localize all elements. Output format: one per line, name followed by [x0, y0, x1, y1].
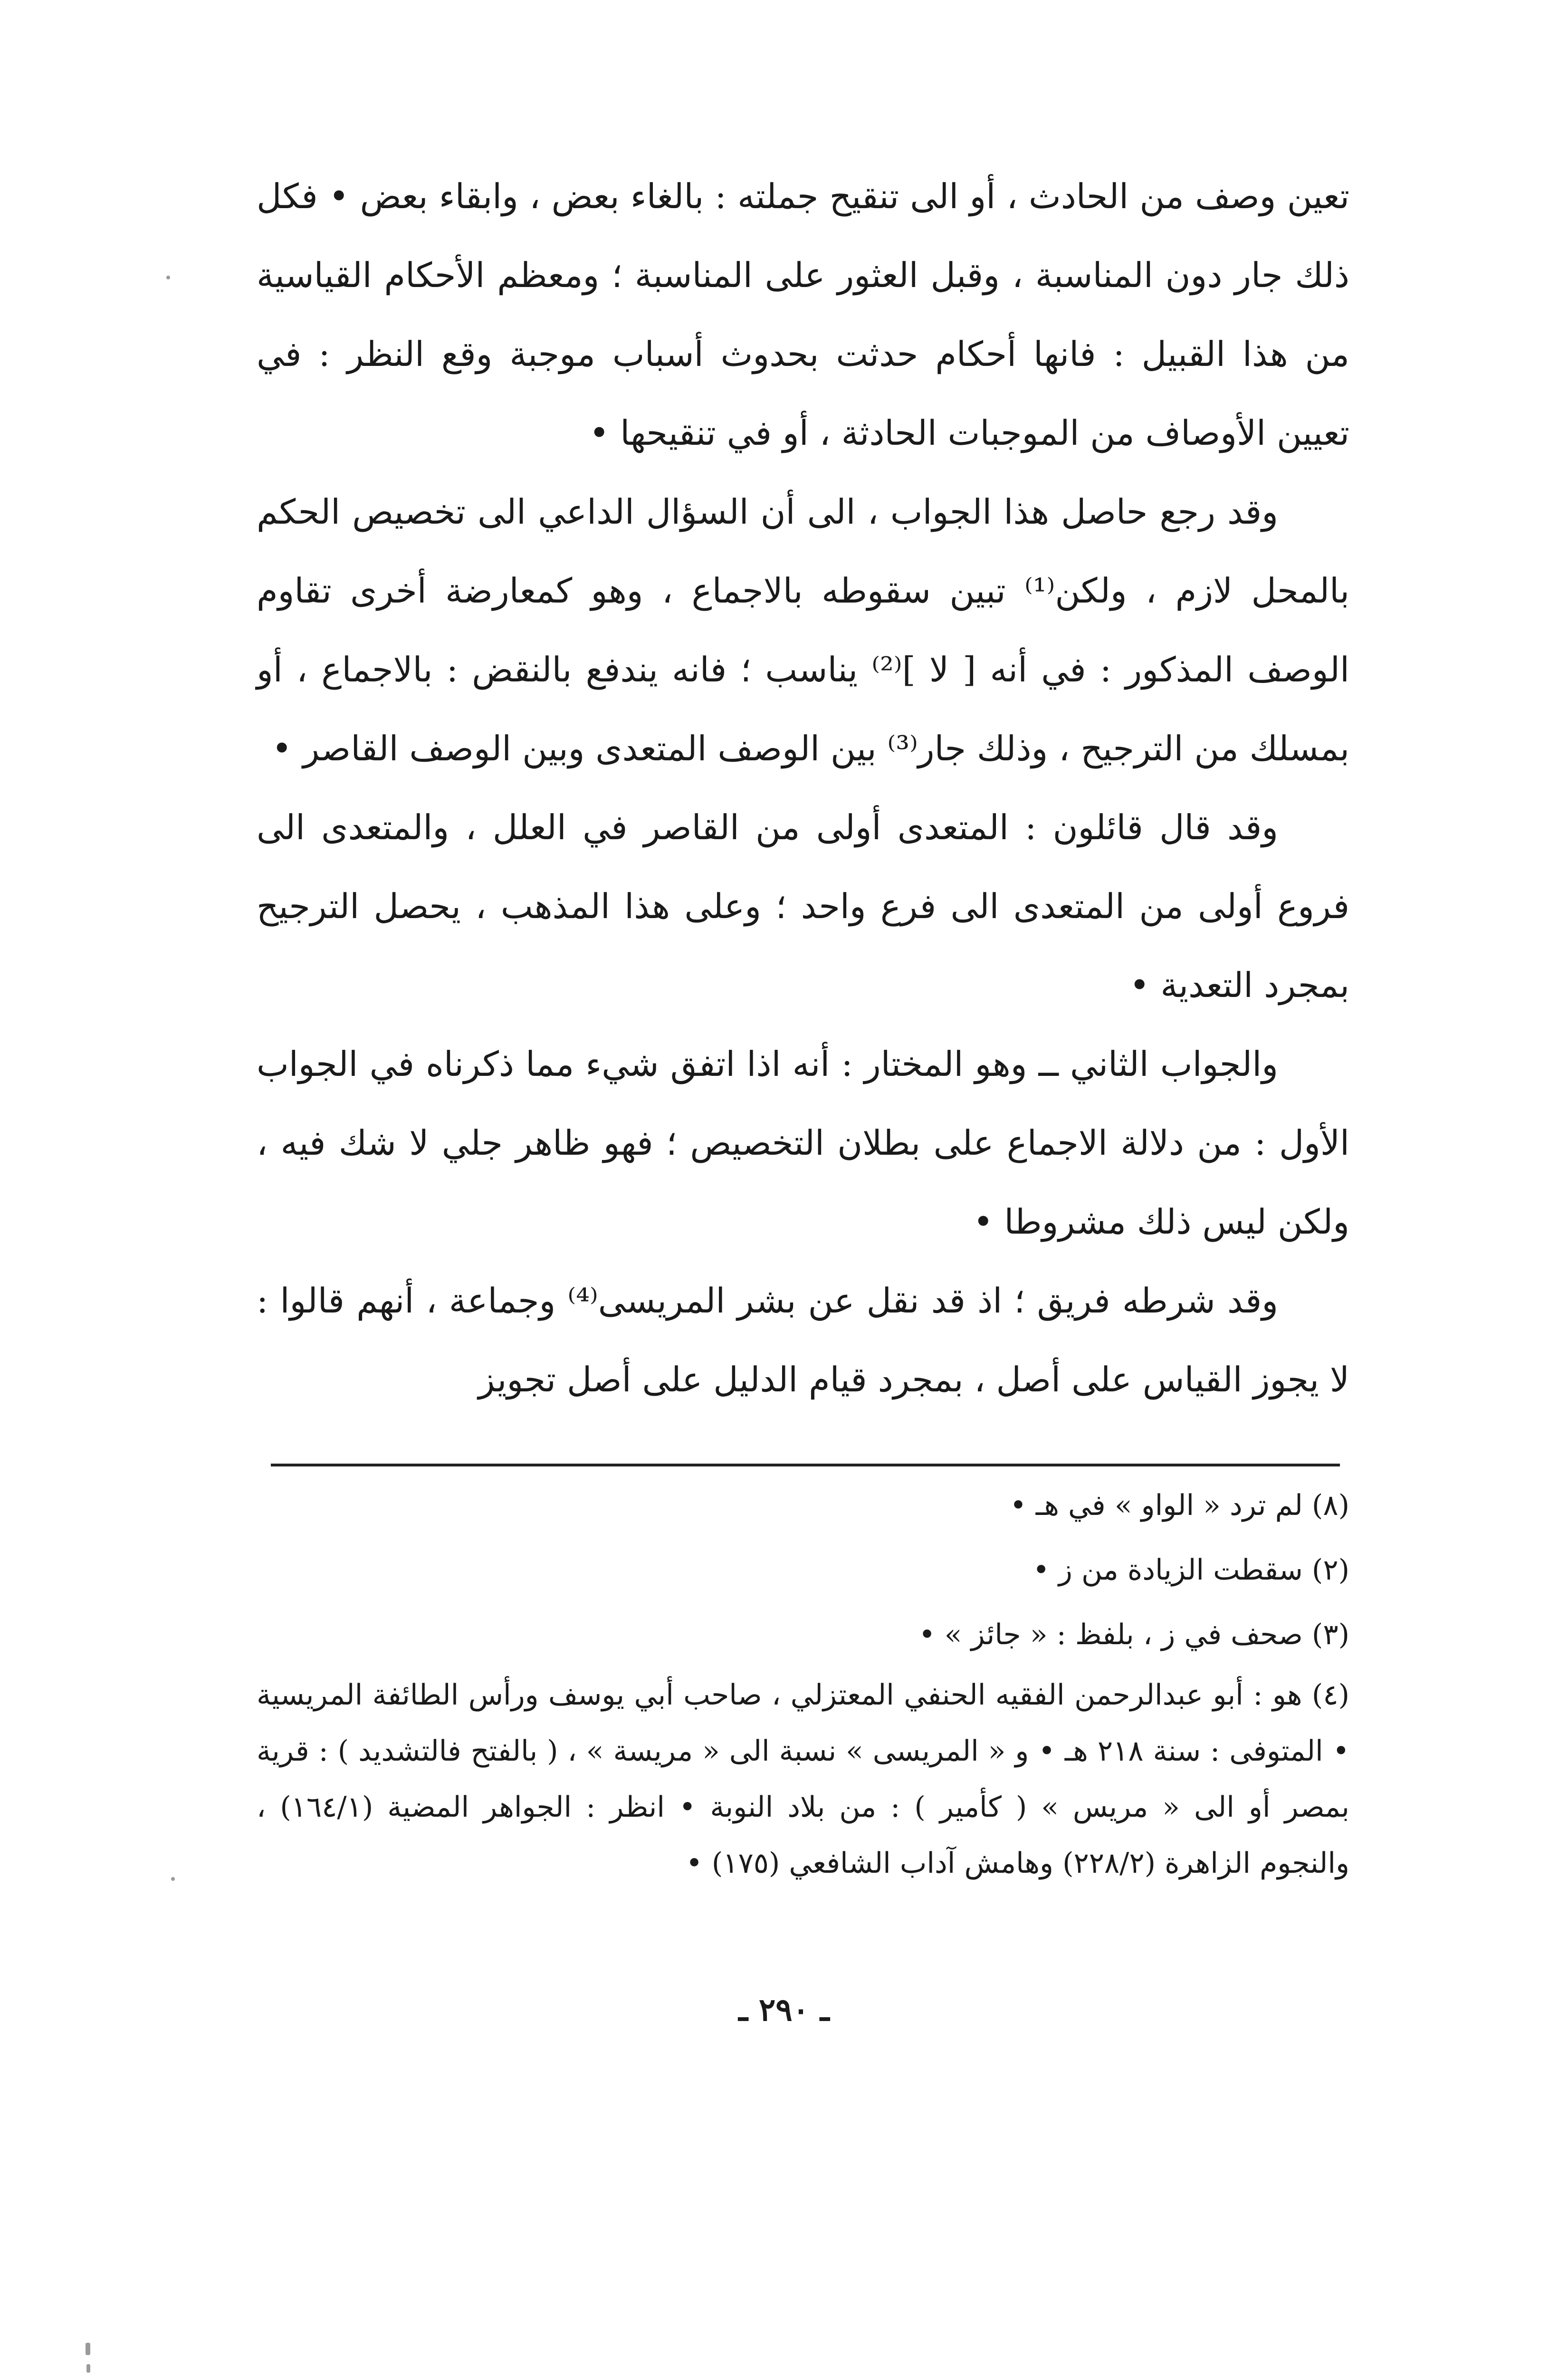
scan-speck	[166, 276, 170, 279]
footnote-3: (٣) صحف في ز ، بلفظ : « جائز » •	[918, 1618, 1349, 1651]
footnote-2: (٢) سقطت الزيادة من ز •	[1033, 1553, 1349, 1587]
footnotes	[257, 1473, 1349, 1891]
page-number: ـ ٢٩٠ ـ	[738, 1991, 830, 2028]
scan-speck	[86, 2343, 90, 2355]
footnote-1: (٨) لم ترد « الواو » في هـ •	[1010, 1489, 1349, 1522]
paragraph-1: تعين وصف من الحادث ، أو الى تنقيح جملته : بالغاء بعض ، وابقاء بعض • فكل ذلك جار دون المناسبة ، وقبل العثور على المناسبة ؛ ومعظم الأحكام القياسية من هذا القبيل : فانها أحكام حدثت بحدوث أسباب موجبة وقع النظر : في تعيين الأوصاف من الموجبات الحادثة ، أو في تنقيحها •	[257, 176, 1349, 453]
scan-speck	[86, 2364, 90, 2373]
paragraph-5: وقد شرطه فريق ؛ اذ قد نقل عن بشر المريسى⁽⁴⁾ وجماعة ، أنهم قالوا : لا يجوز القياس على أصل ، بمجرد قيام الدليل على أصل تجويز	[257, 1281, 1349, 1399]
footnote-4: (٤) هو : أبو عبدالرحمن الفقيه الحنفي المعتزلي ، صاحب أبي يوسف ورأس الطائفة المريسية • المتوفى : سنة ٢١٨ هـ • و « المريسى » نسبة الى « مريسة » ، ( بالفتح فالتشديد ) : قرية بمصر أو الى « مريس » ( كأمير ) : من بلاد النوبة • انظر : الجواهر المضية (١٦٤/١) ، والنجوم الزاهرة (٢٢٨/٢) وهامش آداب الشافعي (١٧٥) •	[257, 1678, 1350, 1880]
scan-speck	[171, 1877, 175, 1881]
main-text	[257, 157, 1349, 1419]
paragraph-3: وقد قال قائلون : المتعدى أولى من القاصر في العلل ، والمتعدى الى فروع أولى من المتعدى الى فرع واحد ؛ وعلى هذا المذهب ، يحصل الترجيح بمجرد التعدية •	[257, 807, 1350, 1005]
footnote-divider	[271, 1464, 1340, 1466]
paragraph-4: والجواب الثاني ــ وهو المختار : أنه اذا اتفق شيء مما ذكرناه في الجواب الأول : من دلالة الاجماع على بطلان التخصيص ؛ فهو ظاهر جلي لا شك فيه ، ولكن ليس ذلك مشروطا •	[257, 1044, 1349, 1242]
paragraph-2: وقد رجع حاصل هذا الجواب ، الى أن السؤال الداعي الى تخصيص الحكم بالمحل لازم ، ولكن⁽¹⁾ تبين سقوطه بالاجماع ، وهو كمعارضة أخرى تقاوم الوصف المذكور : في أنه [ لا ]⁽²⁾ يناسب ؛ فانه يندفع بالنقض : بالاجماع ، أو بمسلك من الترجيح ، وذلك جار⁽³⁾ بين الوصف المتعدى وبين الوصف القاصر •	[257, 492, 1350, 768]
